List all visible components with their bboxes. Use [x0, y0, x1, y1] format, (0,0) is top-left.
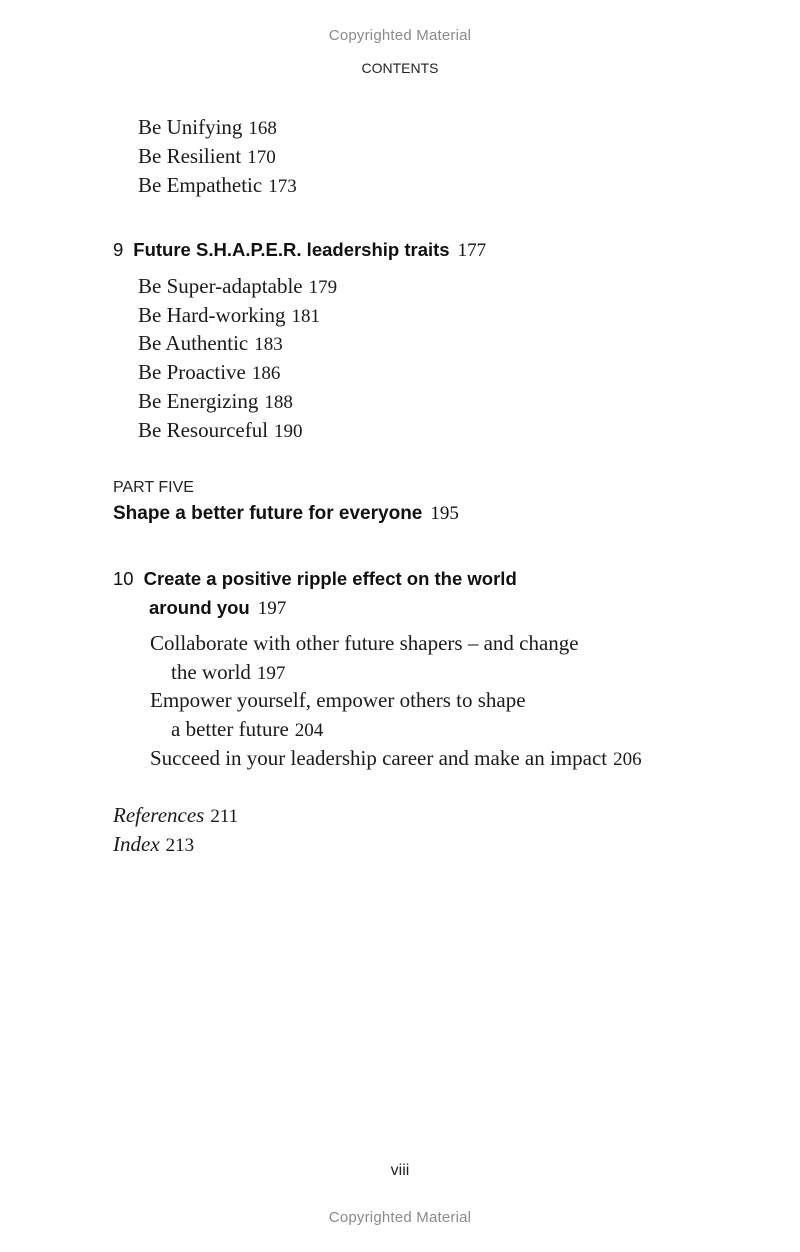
- toc-entry-label: Collaborate with other future shapers – and change: [150, 631, 579, 655]
- toc-entry-empower[interactable]: [150, 688, 526, 713]
- toc-entry-label: Be Super-adaptable: [138, 274, 303, 298]
- toc-entry-proactive[interactable]: [138, 360, 280, 385]
- toc-page-number: 170: [247, 147, 276, 168]
- chapter-page-number: 197: [257, 598, 287, 619]
- part-page-number: 195: [430, 503, 459, 524]
- toc-entry-label: a better future: [171, 717, 289, 741]
- toc-page-number: 186: [251, 363, 281, 384]
- chapter-title-line2: around you: [149, 597, 250, 618]
- chapter-number: 10: [113, 568, 134, 589]
- toc-page-number: 211: [210, 806, 239, 827]
- toc-page-number: 168: [248, 118, 277, 139]
- toc-page-number: 206: [613, 749, 642, 770]
- toc-page-number: 213: [165, 835, 195, 856]
- chapter-9-heading[interactable]: [113, 239, 486, 262]
- toc-entry-label: Succeed in your leadership career and make an impact: [150, 746, 608, 770]
- toc-entry-label: References: [113, 803, 205, 827]
- toc-entry-label: Be Resourceful: [138, 418, 269, 442]
- chapter-10-heading[interactable]: [113, 568, 517, 590]
- part-title-text: Shape a better future for everyone: [113, 503, 423, 524]
- toc-entry-index[interactable]: [113, 832, 194, 857]
- toc-entry-label: Be Empathetic: [138, 173, 263, 197]
- toc-entry-collaborate-cont[interactable]: [171, 660, 285, 685]
- toc-page-number: 179: [308, 277, 338, 298]
- toc-entry-energizing[interactable]: [138, 389, 293, 414]
- toc-entry-label: the world: [171, 660, 251, 684]
- part-label: PART FIVE: [113, 479, 194, 496]
- toc-page-number: 188: [264, 392, 293, 413]
- toc-entry-label: Be Resilient: [138, 144, 242, 168]
- toc-page-number: 190: [274, 421, 303, 442]
- toc-page-number: 181: [291, 306, 321, 327]
- toc-entry-collaborate[interactable]: [150, 631, 579, 656]
- running-head: CONTENTS: [361, 60, 439, 76]
- chapter-title: Future S.H.A.P.E.R. leadership traits: [133, 239, 450, 260]
- toc-entry-label: Be Authentic: [138, 331, 249, 355]
- toc-page-number: 173: [268, 176, 297, 197]
- toc-entry-label: Empower yourself, empower others to shape: [150, 688, 526, 712]
- toc-entry-resilient[interactable]: [138, 144, 276, 169]
- chapter-title-line1: Create a positive ripple effect on the world: [143, 568, 517, 589]
- toc-entry-hard-working[interactable]: [138, 303, 320, 328]
- toc-entry-authentic[interactable]: [138, 331, 283, 356]
- toc-entry-label: Be Energizing: [138, 389, 259, 413]
- chapter-10-heading-cont[interactable]: [149, 597, 286, 620]
- toc-entry-empower-cont[interactable]: [171, 717, 323, 742]
- toc-entry-label: Be Proactive: [138, 360, 246, 384]
- toc-page-number: 204: [294, 720, 324, 741]
- toc-page-number: 183: [254, 334, 283, 355]
- toc-page-number: 197: [256, 663, 286, 684]
- toc-entry-unifying[interactable]: [138, 115, 277, 140]
- toc-entry-succeed[interactable]: [150, 746, 642, 771]
- copyright-watermark-top: Copyrighted Material: [328, 27, 472, 44]
- toc-entry-label: Be Hard-working: [138, 303, 286, 327]
- copyright-watermark-bottom: Copyrighted Material: [328, 1209, 472, 1226]
- page-number-folio: viii: [390, 1162, 410, 1179]
- toc-entry-super-adaptable[interactable]: [138, 274, 337, 299]
- toc-entry-resourceful[interactable]: [138, 418, 303, 443]
- chapter-page-number: 177: [457, 240, 487, 261]
- toc-entry-label: Be Unifying: [138, 115, 243, 139]
- toc-entry-references[interactable]: [113, 803, 238, 828]
- part-title[interactable]: [113, 503, 459, 525]
- chapter-number: 9: [113, 239, 124, 260]
- toc-entry-label: Index: [113, 832, 160, 856]
- toc-entry-empathetic[interactable]: [138, 173, 297, 198]
